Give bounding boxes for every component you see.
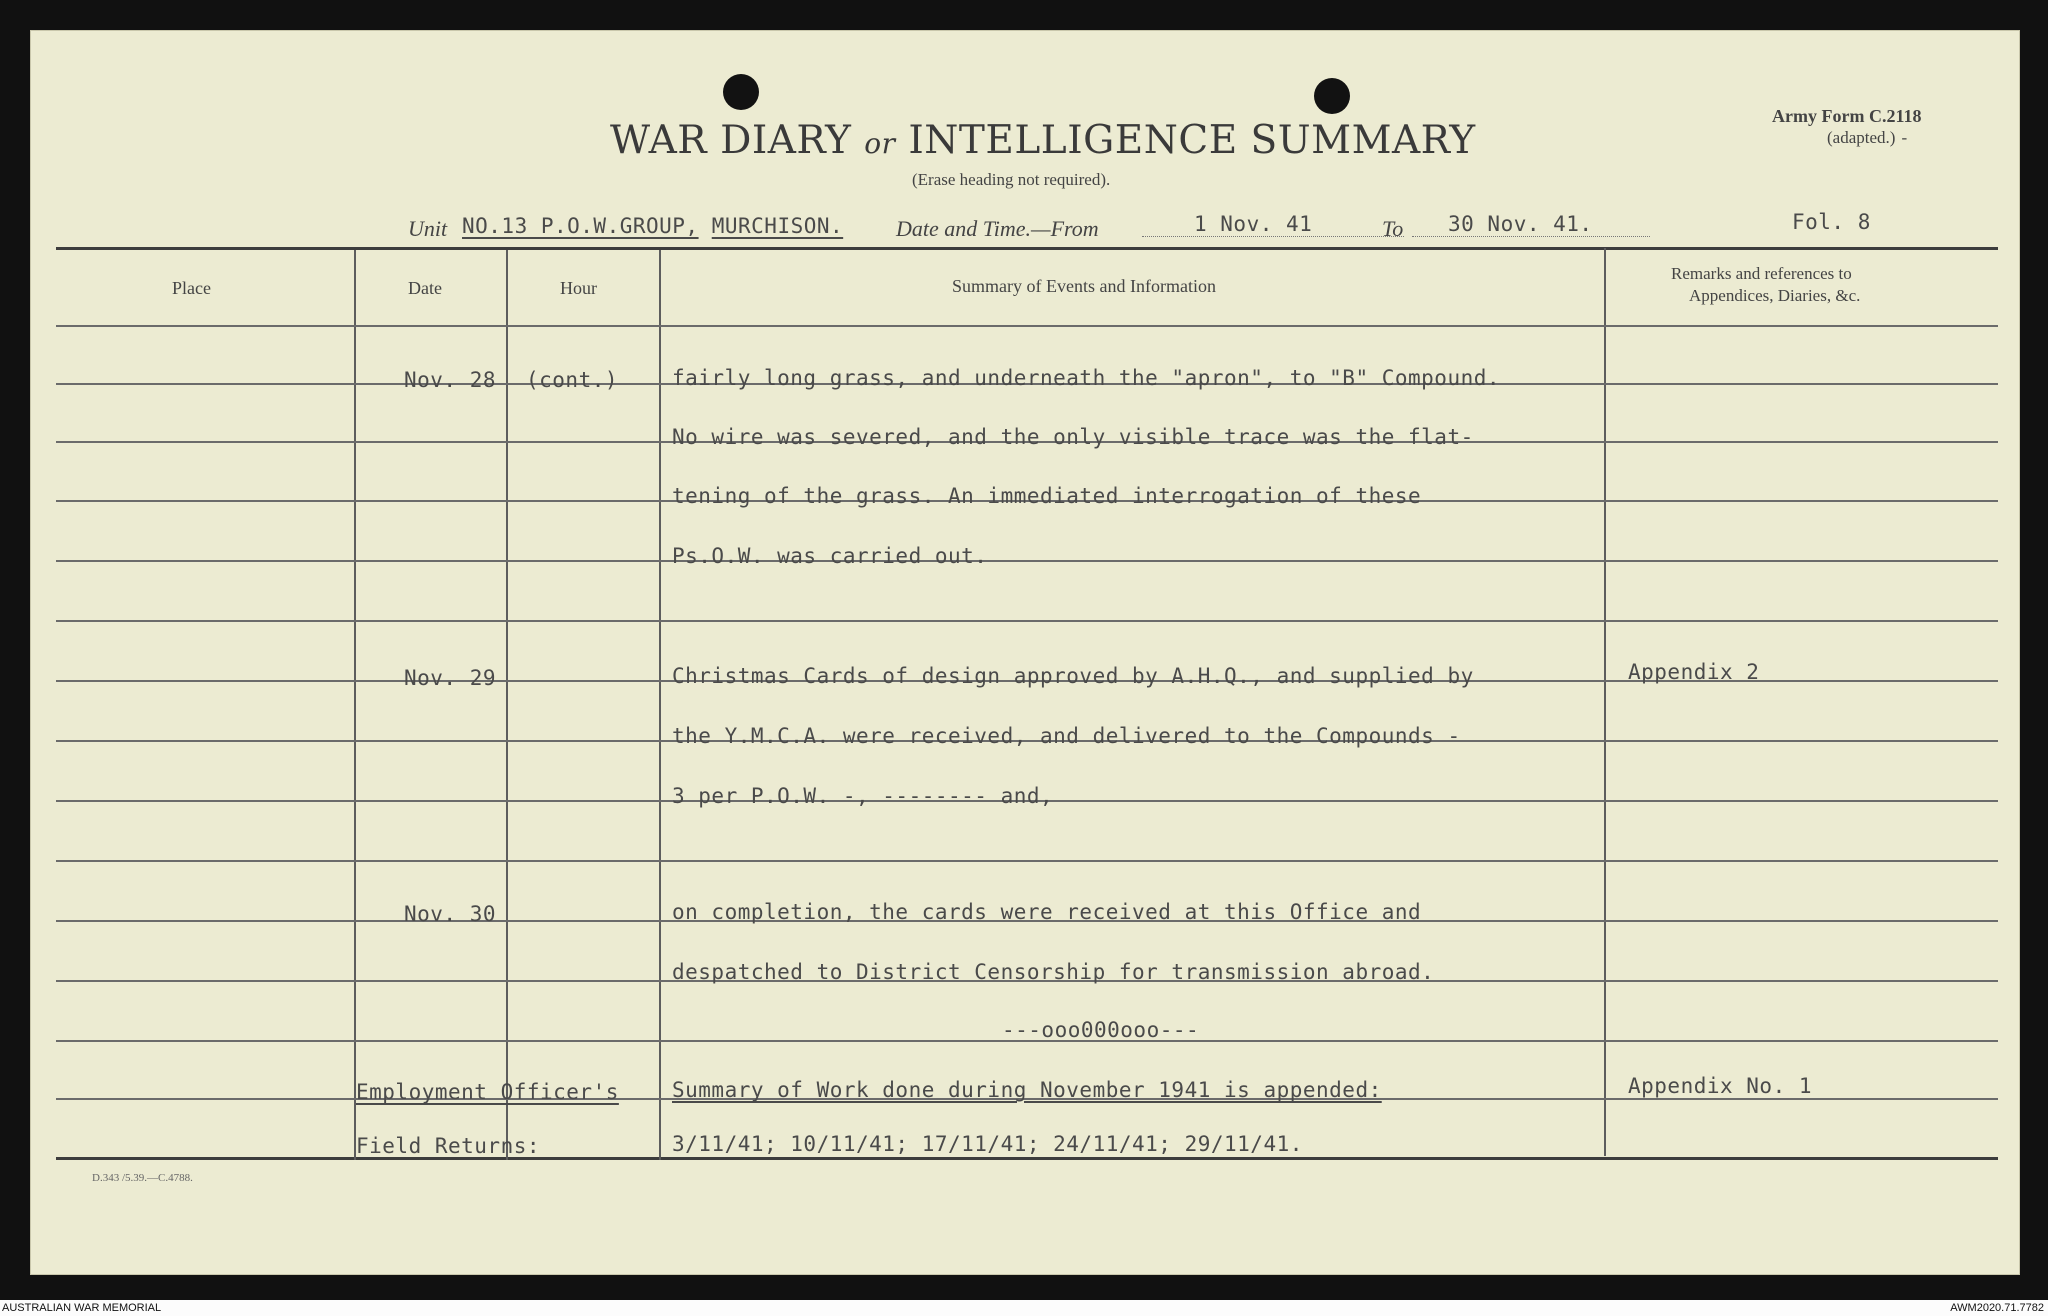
header-date: Date <box>408 278 442 298</box>
row-date: Nov. 30 <box>404 902 497 926</box>
row-place: Employment Officer's <box>356 1080 619 1104</box>
row-place: Field Returns: <box>356 1134 541 1158</box>
column-rule-place <box>354 250 356 1160</box>
row-summary: on completion, the cards were received at this Office and <box>672 900 1422 924</box>
header-place: Place <box>172 278 211 298</box>
table-bottom-rule <box>56 1157 1998 1160</box>
row-summary: Ps.O.W. was carried out. <box>672 544 988 568</box>
row-summary: 3 per P.O.W. -, -------- and, <box>672 784 1054 808</box>
row-separator: ---ooo000ooo--- <box>1002 1018 1200 1042</box>
army-form-adapted: (adapted.) - <box>1827 128 1908 147</box>
army-form-number: Army Form C.2118 <box>1772 106 1922 126</box>
war-diary-sheet <box>30 30 2020 1275</box>
page-title: WAR DIARY or INTELLIGENCE SUMMARY <box>610 118 1476 163</box>
row-summary: despatched to District Censorship for transmission abroad. <box>672 960 1435 984</box>
unit-value: NO.13 P.O.W.GROUP, MURCHISON. <box>462 214 844 238</box>
unit-label: Unit <box>408 216 448 241</box>
header-remarks-line2: Appendices, Diaries, &c. <box>1689 286 1861 305</box>
row-remarks: Appendix No. 1 <box>1628 1074 1813 1098</box>
ruled-line <box>56 560 1998 562</box>
header-summary: Summary of Events and Information <box>952 276 1216 296</box>
row-summary: Christmas Cards of design approved by A.H.Q., and supplied by <box>672 664 1474 688</box>
header-hour: Hour <box>560 278 597 298</box>
header-top-rule <box>56 247 1998 250</box>
punch-hole-right <box>1314 78 1350 114</box>
row-date: Nov. 29 <box>404 666 497 690</box>
to-date: 30 Nov. 41. <box>1448 212 1593 236</box>
footer-accession: AWM2020.71.7782 <box>1950 1302 2044 1314</box>
column-rule-hour <box>659 250 661 1160</box>
row-summary: 3/11/41; 10/11/41; 17/11/41; 24/11/41; 29/11/41. <box>672 1132 1303 1156</box>
row-date: Nov. 28 <box>404 368 497 392</box>
ruled-line <box>56 860 1998 862</box>
row-summary: fairly long grass, and underneath the "apron", to "B" Compound. <box>672 366 1501 390</box>
ruled-line <box>56 325 1998 327</box>
header-remarks-line1: Remarks and references to <box>1671 264 1852 283</box>
erase-note: (Erase heading not required). <box>912 170 1111 189</box>
row-summary: Summary of Work done during November 1941 is appended: <box>672 1078 1382 1102</box>
footer-institution: AUSTRALIAN WAR MEMORIAL <box>2 1302 162 1314</box>
row-summary: tening of the grass. An immediated interrogation of these <box>672 484 1422 508</box>
punch-hole-left <box>723 74 759 110</box>
printer-mark: D.343 /5.39.—C.4788. <box>92 1172 193 1184</box>
row-hour: (cont.) <box>526 368 619 392</box>
column-rule-date <box>506 250 508 1160</box>
row-summary: No wire was severed, and the only visible trace was the flat- <box>672 425 1474 449</box>
date-time-label: Date and Time.—From <box>896 216 1099 241</box>
to-dotted-line <box>1412 236 1650 237</box>
folio-number: Fol. 8 <box>1792 210 1871 234</box>
ruled-line <box>56 620 1998 622</box>
row-summary: the Y.M.C.A. were received, and delivered to the Compounds - <box>672 724 1461 748</box>
from-date: 1 Nov. 41 <box>1194 212 1313 236</box>
from-dotted-line <box>1142 236 1404 237</box>
row-remarks: Appendix 2 <box>1628 660 1760 684</box>
to-label: To <box>1382 216 1404 241</box>
